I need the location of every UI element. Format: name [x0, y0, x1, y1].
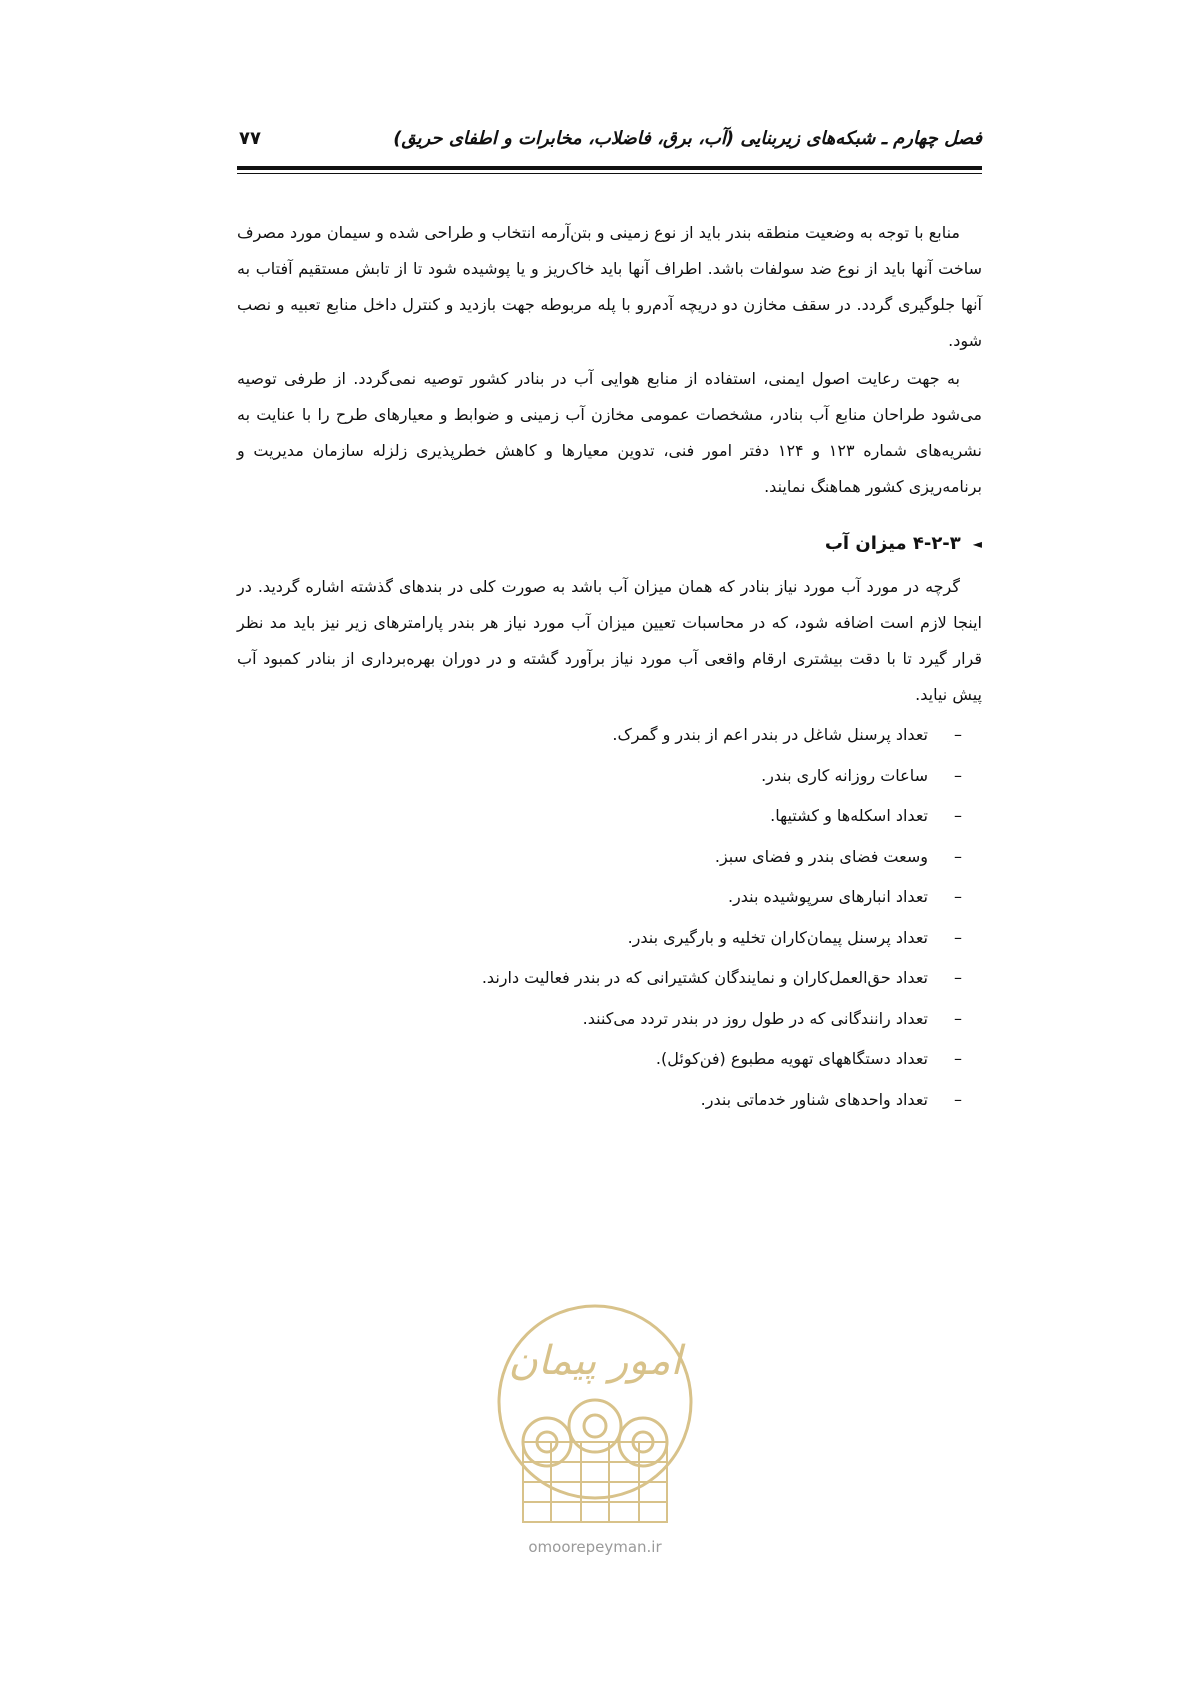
dash-icon: –	[954, 887, 962, 906]
list-item-text: وسعت فضای بندر و فضای سبز.	[714, 846, 928, 866]
dash-icon: –	[954, 1049, 962, 1068]
dash-icon: –	[954, 1008, 962, 1028]
list-item	[237, 715, 962, 756]
list-item-text: تعداد انبارهای سرپوشیده بندر.	[727, 887, 928, 906]
header-rule-thick	[237, 166, 982, 170]
dash-icon: –	[954, 765, 962, 785]
list-item	[237, 1080, 962, 1121]
list-item-text: تعداد اسکله‌ها و کشتیها.	[770, 806, 928, 825]
list-item	[237, 999, 962, 1040]
section-title: ۴-۲-۳ میزان آب	[824, 533, 961, 554]
list-item-text: تعداد پرسنل شاغل در بندر اعم از بندر و گمرک.	[612, 725, 928, 744]
dash-icon: –	[954, 968, 962, 987]
paragraph-tanks: منابع با توجه به وضعیت منطقه بندر باید از نوع زمینی و بتن‌آرمه انتخاب و طراحی شده و سیمان مورد مصرف ساخت آنها باید از نوع ضد سولفات باشد. اطراف آنها باید خاک‌ریز و یا پوشیده شود تا از تابش مستقیم آفتاب به آنها جلوگیری گردد. در سقف مخازن دو دریچه آدم‌رو با پله مربوطه جهت بازدید و کنترل داخل منابع تعبیه و نصب شود.	[237, 223, 982, 350]
list-item	[237, 756, 962, 797]
list-item-text: تعداد حق‌العمل‌کاران و نمایندگان کشتیرانی که در بندر فعالیت دارند.	[481, 968, 928, 987]
section-heading	[237, 527, 982, 561]
dash-icon: –	[954, 927, 962, 947]
list-item	[237, 1039, 962, 1080]
list-item-text: تعداد پرسنل پیمان‌کاران تخلیه و بارگیری بندر.	[627, 927, 928, 947]
chapter-title: فصل چهارم ـ شبکه‌های زیربنایی (آب، برق، فاضلاب، مخابرات و اطفای حریق)	[393, 128, 982, 149]
list-item	[237, 918, 962, 959]
paragraph-safety: به جهت رعایت اصول ایمنی، استفاده از منابع هوایی آب در بنادر کشور توصیه نمی‌گردد. از طرفی توصیه می‌شود طراحان منابع آب بنادر، مشخصات عمومی مخازن آب زمینی و ضوابط و معیارهای طرح را با عنایت به نشریه‌های شماره ۱۲۳ و ۱۲۴ دفتر امور فنی، تدوین معیارها و کاهش خطرپذیری زلزله سازمان مدیریت و برنامه‌ریزی کشور هماهنگ نمایند.	[237, 369, 983, 496]
dash-icon: –	[954, 806, 962, 825]
dash-icon: –	[954, 846, 962, 866]
omoorepeyman-logo-icon	[491, 1292, 699, 1536]
page-body	[237, 215, 982, 1120]
triangle-marker-icon: ◄	[972, 537, 982, 551]
watermark-caption: omoorepeyman.ir	[528, 1538, 662, 1556]
paragraph-water-amount: گرچه در مورد آب مورد نیاز بنادر که همان میزان آب باشد به صورت کلی در بندهای گذشته اشاره گردید. در اینجا لازم است اضافه شود، که در محاسبات تعیین میزان آب مورد نیاز هر بندر پارامترهای زیر نیز باید مد نظر قرار گیرد تا با دقت بیشتری ارقام واقعی آب مورد نیاز برآورد گشته و در دوران بهره‌برداری از بنادر کمبود آب پیش نیاید.	[237, 577, 982, 704]
list-item	[237, 837, 962, 878]
list-item	[237, 796, 962, 837]
list-item-text: ساعات روزانه کاری بندر.	[761, 765, 928, 785]
list-item-text: تعداد واحدهای شناور خدماتی بندر.	[700, 1089, 928, 1109]
logo-lettering: امور پیمان	[508, 1338, 682, 1384]
list-item-text: تعداد رانندگانی که در طول روز در بندر تردد می‌کنند.	[582, 1008, 928, 1028]
page-number: ۷۷	[239, 128, 261, 149]
list-item	[237, 958, 962, 999]
list-item	[237, 877, 962, 918]
list-item-text: تعداد دستگاههای تهویه مطبوع (فن‌کوئل).	[655, 1049, 928, 1068]
parameter-list	[237, 715, 982, 1120]
dash-icon: –	[954, 1089, 962, 1109]
page-header	[237, 128, 982, 164]
header-rule-thin	[237, 173, 982, 174]
dash-icon: –	[954, 725, 962, 744]
